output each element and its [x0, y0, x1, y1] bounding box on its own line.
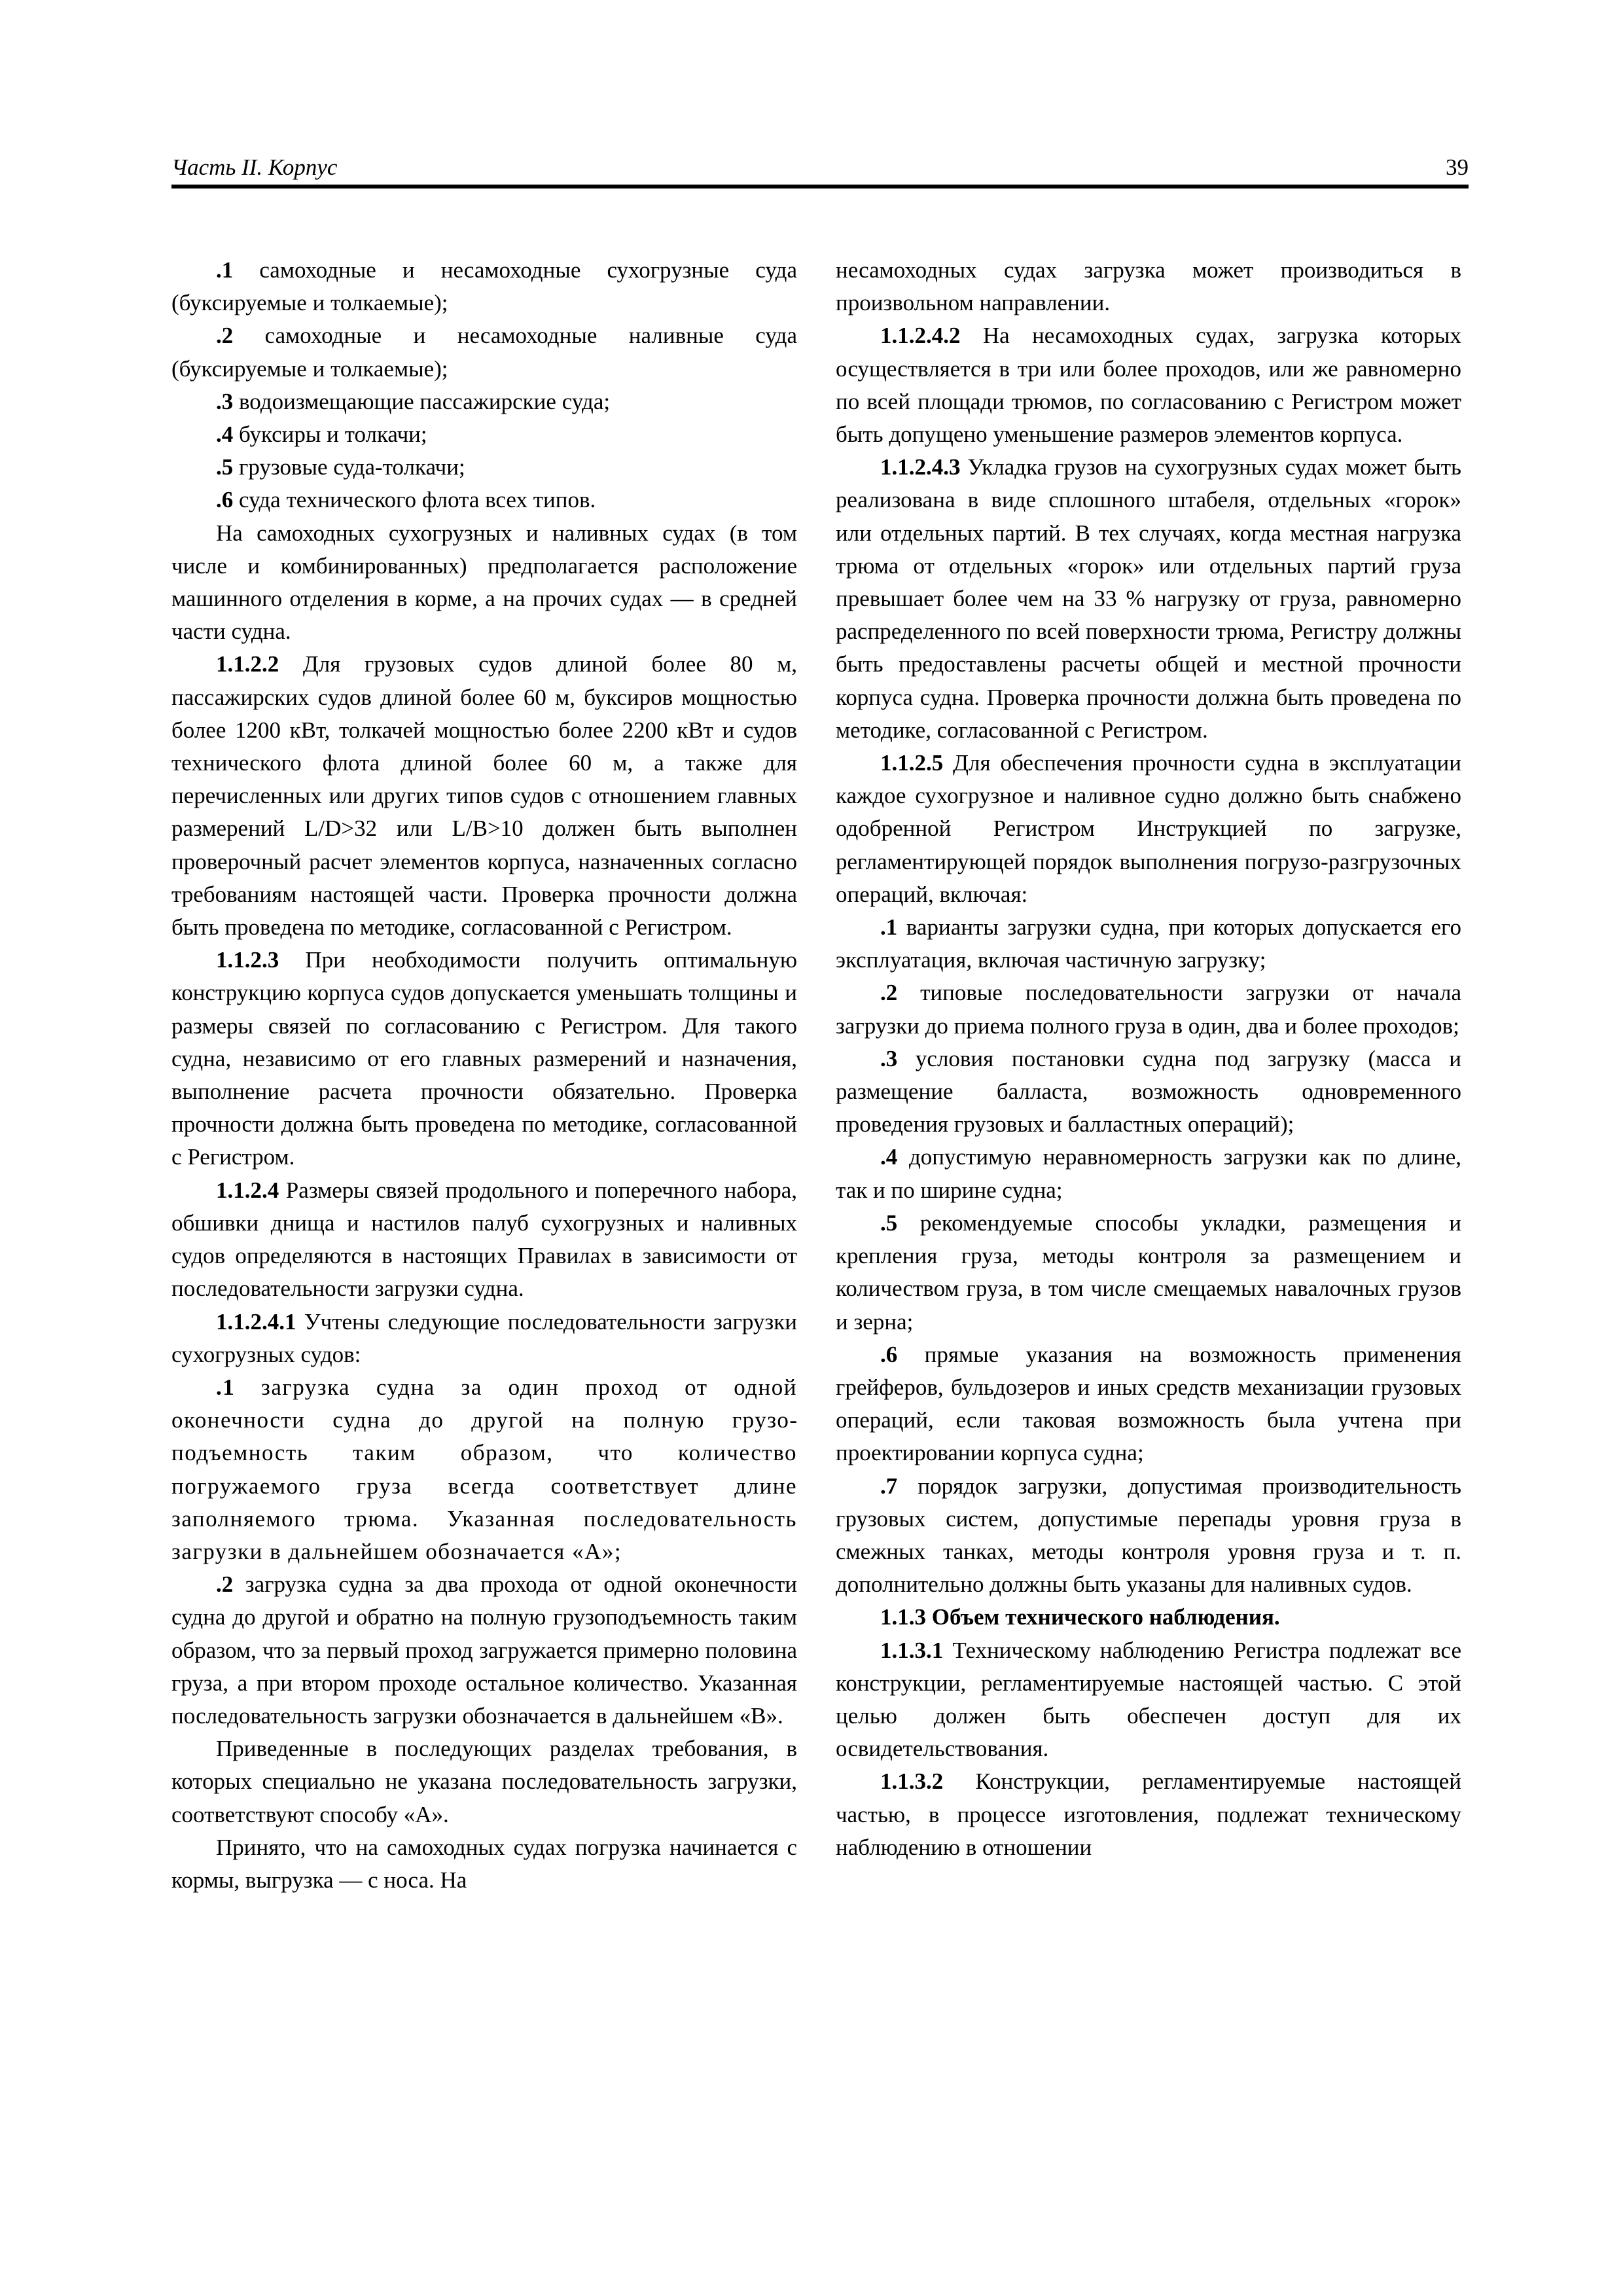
section-heading: 1.1.3 Объем технического наблюдения.	[880, 1604, 1280, 1630]
paragraph: .5 рекомендуемые способы укладки, размещения и крепления груза, методы контроля за размещением и количеством груза, в том числе смещаемых навалочных грузов и зерна;	[836, 1210, 1461, 1335]
running-title: Часть II. Корпус	[171, 154, 338, 180]
paragraph: Приведенные в последующих разделах требования, в которых специально не указана последовательность загрузки, соответствуют способу «А».	[171, 1736, 797, 1827]
paragraph: 1.1.2.3 При необходимости получить оптимальную конструкцию корпуса судов допускается уменьшать толщины и размеры связей по согласованию с Регистром. Для такого судна, независимо от его главных размерений и назначения, выполнение расчета прочности обязательно. Проверка прочности должна быть проведена по методике, согласованной с Регистром.	[171, 947, 797, 1170]
paragraph: На самоходных сухогрузных и наливных судах (в том числе и комбинированных) предполагается расположение машинного отделения в корме, а на прочих судах — в средней части судна.	[171, 520, 797, 645]
paragraph: .3 водоизмещающие пассажирские суда;	[216, 388, 611, 414]
paragraph: .4 допустимую неравномерность загрузки как по длине, так и по ширине судна;	[836, 1144, 1461, 1203]
paragraph: .1 самоходные и несамоходные сухогрузные суда (буксируемые и толкаемые);	[171, 257, 797, 316]
paragraph: 1.1.2.5 Для обеспечения прочности судна в эксплуатации каждое сухогрузное и наливное судно должно быть снабжено одобренной Регистром Инструкцией по загрузке, регламентирующей порядок выполнения погрузо-разгрузочных операций, включая:	[836, 750, 1461, 907]
page-header	[171, 144, 1469, 188]
paragraph: .3 условия постановки судна под загрузку (масса и размещение балласта, возможность одновременного проведения грузовых и балластных операций);	[836, 1045, 1461, 1138]
paragraph: 1.1.2.4.1 Учтены следующие последовательности загрузки сухогрузных судов:	[171, 1308, 797, 1367]
paragraph: .1 варианты загрузки судна, при которых допускается его эксплуатация, включая частичную загрузку;	[836, 914, 1461, 973]
paragraph: 1.1.2.2 Для грузовых судов длиной более 80 м, пассажирских судов длиной более 60 м, буксиров мощностью более 1200 кВт, толкачей мощностью более 2200 кВт и судов технического флота длиной более 60 м, а также для перечисленных или других типов судов с отношением главных размерений L/D>32 или L/B>10 должен быть выполнен проверочный расчет элементов корпуса, назначенных согласно требованиям настоящей части. Проверка прочности должна быть проведена по методике, согласованной с Регистром.	[171, 651, 797, 941]
paragraph: 1.1.2.4.3 Укладка грузов на сухогрузных судах может быть реализована в виде сплошного штабеля, отдельных «горок» или отдельных партий. В тех случаях, когда местная нагрузка трюма от отдельных «горок» или отдельных партий груза превышает более чем на 33 % нагрузку от груза, равномерно распределенного по всей поверхности трюма, Регистру должны быть предоставлены расчеты общей и местной прочности корпуса судна. Проверка прочности должна быть проведена по методике, согласованной с Регистром.	[836, 454, 1461, 743]
paragraph: несамоходных судах загрузка может производиться в произвольном направлении.	[836, 257, 1461, 316]
paragraph: .6 суда технического флота всех типов.	[216, 487, 596, 513]
paragraph: .2 типовые последовательности загрузки от начала загрузки до приема полного груза в один, два и более проходов;	[836, 980, 1461, 1039]
right-column	[836, 254, 1461, 1864]
page-number: 39	[1446, 154, 1469, 180]
paragraph: .5 грузовые суда-толкачи;	[216, 454, 465, 480]
paragraph: .1 загрузка судна за один проход от одной оконечности судна до другой на полную грузоподъемность таким образом, что количество погружаемого груза всегда соответствует длине заполняемого трюма. Указанная последовательность загрузки в дальнейшем обозначается «А»;	[171, 1374, 797, 1564]
paragraph: Принято, что на самоходных судах погрузка начинается с кормы, выгрузка — с носа. На	[171, 1834, 797, 1893]
paragraph: 1.1.3.1 Техническому наблюдению Регистра подлежат все конструкции, регламентируемые настоящей частью. С этой целью должен быть обеспечен доступ для их освидетельствования.	[836, 1637, 1461, 1762]
paragraph: 1.1.2.4.2 На несамоходных судах, загрузка которых осуществляется в три или более проходов, или же равномерно по всей площади трюмов, по согласованию с Регистром может быть допущено уменьшение размеров элементов корпуса.	[836, 323, 1461, 448]
paragraph: .2 загрузка судна за два прохода от одной оконечности судна до другой и обратно на полную грузоподъемность таким образом, что за первый проход загружается примерно половина груза, а при втором проходе остальное количество. Указанная последовательность загрузки обозначается в дальнейшем «В».	[171, 1571, 797, 1729]
paragraph: .4 буксиры и толкачи;	[216, 422, 427, 448]
paragraph: .2 самоходные и несамоходные наливные суда (буксируемые и толкаемые);	[171, 323, 797, 382]
paragraph: .6 прямые указания на возможность применения грейферов, бульдозеров и иных средств механизации грузовых операций, если таковая возможность была учтена при проектировании корпуса судна;	[836, 1341, 1461, 1466]
paragraph: 1.1.3.2 Конструкции, регламентируемые настоящей частью, в процессе изготовления, подлежат техническому наблюдению в отношении	[836, 1768, 1461, 1860]
left-column	[171, 254, 797, 1897]
paragraph: .7 порядок загрузки, допустимая производительность грузовых систем, допустимые перепады уровня груза в смежных танках, методы контроля уровня груза и т. п. дополнительно должны быть указаны для наливных судов.	[836, 1473, 1461, 1598]
paragraph: 1.1.2.4 Размеры связей продольного и поперечного набора, обшивки днища и настилов палуб сухогрузных и наливных судов определяются в настоящих Правилах в зависимости от последовательности загрузки судна.	[171, 1177, 797, 1302]
